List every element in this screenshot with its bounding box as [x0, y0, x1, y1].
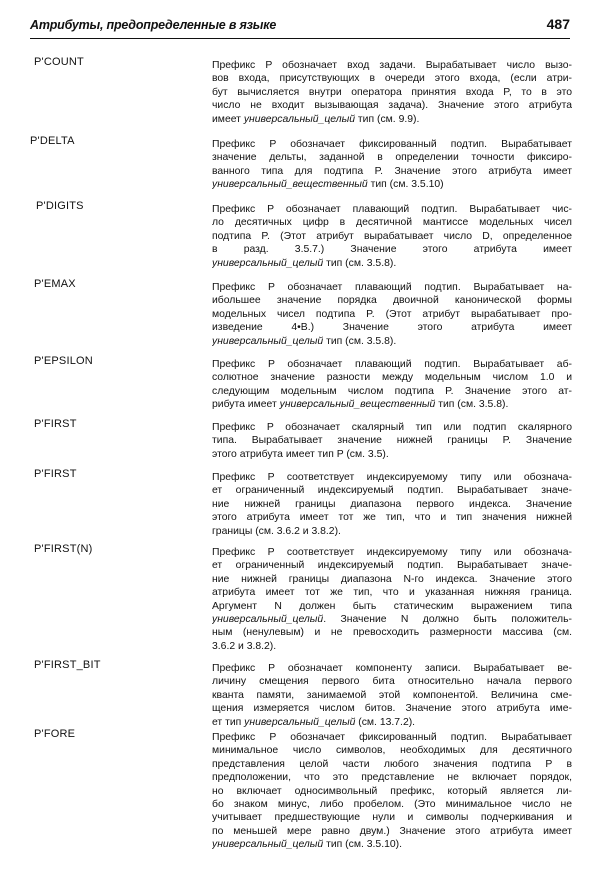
description-line: следующим модельным числом подтипа P. Значение этого ат-: [212, 385, 572, 397]
description-line: ние нижней границы диапазона N-го индекса. Значение этого: [212, 573, 572, 585]
attribute-term: P'FORE: [34, 728, 76, 740]
description-line: ванного типа для подтипа P. Значение этого атрибута имеет: [212, 165, 572, 177]
description-line: Префикс P соответствует индексируемому типу или обознача-: [212, 547, 572, 558]
attribute-description: [212, 59, 572, 126]
description-line: Префикс P обозначает плавающий подтип. Вырабатывает аб-: [212, 359, 572, 370]
description-line: ибольшее значение порядка двоичной канонической формы: [212, 295, 572, 307]
description-line: бо знаком минус, либо пробелом. (Это минимальное число не: [212, 799, 572, 811]
type-name: универсальный_целый: [243, 113, 356, 125]
description-line: Префикс P обозначает фиксированный подтип. Вырабатывает: [212, 139, 572, 150]
description-line: Аргумент N должен быть статическим выражением типа: [212, 600, 572, 612]
description-line: этого атрибута имеет тип P (см. 3.5).: [212, 448, 389, 460]
description-line: кванта памяти, занимаемой этой компонентой. Величина сме-: [212, 689, 572, 701]
attribute-description: [212, 138, 572, 192]
description-line: солютное значение разности между модельным числом 1.0 и: [212, 372, 572, 384]
attribute-description: [212, 358, 572, 412]
description-line: Префикс P обозначает плавающий подтип. Вырабатывает чис-: [212, 204, 572, 215]
type-name: универсальный_вещественный: [279, 399, 436, 411]
type-name: универсальный_целый: [212, 614, 324, 626]
description-line: Префикс P обозначает фиксированный подтип. Вырабатывает: [212, 732, 572, 743]
attribute-description: [212, 203, 572, 270]
attribute-term: P'FIRST: [34, 418, 77, 430]
attribute-description: [212, 471, 572, 538]
type-name: универсальный_вещественный: [212, 179, 368, 191]
description-line: атрибута имеет тот же тип, что и указанная нижняя граница.: [212, 587, 572, 599]
description-line: типа. Вырабатывает значение нижней границы P. Значение: [212, 435, 572, 447]
description-line: универсальный_вещественный тип (см. 3.5.10): [212, 179, 444, 191]
description-line: ет ограниченный индексируемый подтип. Вырабатывает значе-: [212, 485, 572, 497]
description-line: границы (см. 3.6.2 и 3.8.2).: [212, 525, 341, 537]
page-header: [30, 18, 570, 38]
description-line: ным (ненулевым) и не превосходить размерности массива (см.: [212, 627, 572, 639]
attribute-term: P'DIGITS: [36, 200, 84, 212]
description-line: Префикс P обозначает компоненту записи. Вырабатывает ве-: [212, 663, 572, 674]
attribute-term: P'FIRST: [34, 468, 77, 480]
description-line: подтипа P. (Этот атрибут вырабатывает число D, определенное: [212, 230, 572, 242]
type-name: универсальный_целый: [212, 257, 324, 269]
description-line: Префикс P обозначает плавающий подтип. Вырабатывает на-: [212, 282, 572, 293]
description-line: универсальный_целый тип (см. 3.5.8).: [212, 257, 397, 269]
description-line: в разд. 3.5.7.) Значение этого атрибута имеет: [212, 244, 572, 256]
type-name: универсальный_целый: [244, 716, 356, 728]
description-line: по меньшей мере равно двум.) Значение этого атрибута имеет: [212, 825, 572, 837]
description-line: универсальный_целый тип (см. 3.5.8).: [212, 335, 397, 347]
description-line: щения измеряется числом битов. Значение этого атрибута име-: [212, 703, 572, 715]
description-line: ет тип универсальный_целый (см. 13.7.2).: [212, 716, 416, 728]
description-line: ние нижней границы диапазона первого индекса. Значение: [212, 498, 572, 510]
description-line: Префикс P соответствует индексируемому типу или обознача-: [212, 472, 572, 483]
attribute-term: P'COUNT: [34, 56, 84, 68]
description-line: ет ограниченный индексируемый подтип. Вырабатывает значе-: [212, 560, 572, 572]
type-name: универсальный_целый: [212, 839, 324, 851]
description-line: число не входит вызывающая задача). Значение этого атрибута: [212, 100, 572, 112]
description-line: универсальный_целый тип (см. 3.5.10).: [212, 839, 402, 851]
attribute-term: P'FIRST(N): [34, 543, 93, 555]
description-line: вов входа, присутствующих в очереди этого входа, (если атри-: [212, 73, 572, 85]
description-line: предположении, что это представление не включает порядок,: [212, 772, 572, 784]
description-line: учитывает предшествующие нули и символы подчеркивания и: [212, 812, 572, 824]
attribute-term: P'FIRST_BIT: [34, 659, 101, 671]
description-line: рибута имеет универсальный_вещественный тип (см. 3.5.8).: [212, 399, 509, 411]
attribute-term: P'EPSILON: [34, 355, 93, 367]
header-rule: [30, 38, 570, 39]
description-line: имеет универсальный_целый тип (см. 9.9).: [212, 113, 420, 125]
page-number: 487: [546, 16, 570, 32]
description-line: изведение 4•B.) Значение этого атрибута имеет: [212, 322, 572, 334]
attribute-description: [212, 731, 572, 852]
description-line: значение дельты, заданной в определении точности фиксиро-: [212, 152, 572, 164]
description-line: но включает односимвольный префикс, который является ли-: [212, 785, 572, 797]
description-line: 3.6.2 и 3.8.2).: [212, 640, 277, 652]
attribute-description: [212, 662, 572, 729]
description-line: Префикс P обозначает скалярный тип или подтип скалярного: [212, 422, 572, 433]
description-line: личину смещения первого бита относительно начала первого: [212, 676, 572, 688]
description-line: бут вычисляется внутри оператора принятия входа P, то в это: [212, 86, 572, 98]
description-line: представления целой части любого значения подтипа P в: [212, 758, 572, 770]
attribute-description: [212, 281, 572, 348]
attribute-term: P'DELTA: [30, 135, 75, 147]
description-line: минимальное число символов, необходимых для десятичного: [212, 745, 572, 757]
running-title: Атрибуты, предопределенные в языке: [30, 18, 277, 32]
description-line: ло десятичных цифр в десятичной мантиссе модельных чисел: [212, 217, 572, 229]
description-line: универсальный_целый. Значение N должно быть положитель-: [212, 614, 572, 626]
attribute-term: P'EMAX: [34, 278, 76, 290]
type-name: универсальный_целый: [212, 335, 324, 347]
attribute-description: [212, 546, 572, 653]
description-line: этого атрибута имеет тот же тип, что и тип значения нижней: [212, 512, 572, 524]
attribute-description: [212, 421, 572, 461]
description-line: Префикс P обозначает вход задачи. Вырабатывает число вызо-: [212, 60, 572, 71]
description-line: модельных чисел подтипа P. (Этот атрибут вырабатывает про-: [212, 308, 572, 320]
